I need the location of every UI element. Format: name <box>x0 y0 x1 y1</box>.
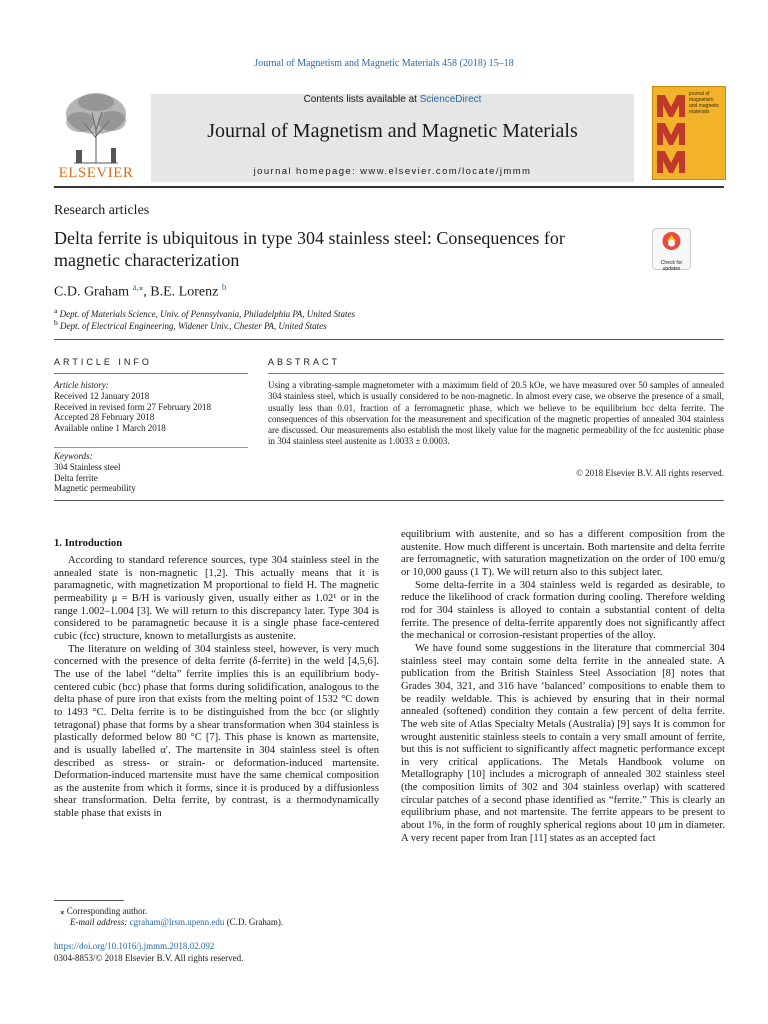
author-name: C.D. Graham <box>54 284 130 300</box>
sciencedirect-link[interactable]: ScienceDirect <box>419 94 482 105</box>
contents-line <box>151 94 634 105</box>
keywords <box>54 451 248 494</box>
history-item: Available online 1 March 2018 <box>54 423 166 434</box>
article-title: Delta ferrite is ubiquitous in type 304 stainless steel: Consequences for magnetic characterization <box>54 228 565 270</box>
abstract-copyright: © 2018 Elsevier B.V. All rights reserved. <box>576 468 724 478</box>
body-paragraph: We have found some suggestions in the literature that commercial 304 stainless steel may contain some delta ferrite in the annealed state. A publication from the British Stainless Steel Association [8] notes that Grades 304, 321, and 316 have ‘balanced’ compositions to enable them to be readily weldable. This is achieved by ensuring that in their normal annealed (softened) condition they contain a few percent of delta ferrite. The web site of Atlas Specialty Metals (Australia) [9] says It is common for wrought austenitic stainless steels to contain a very small amount of ferrite, but this is not sufficient to significantly affect magnetic performance except in very critical applications. The Metals Handbook volume on Metallography [10] includes a micrograph of annealed 302 stainless steel (the composition limits of 302 and 304 stainless overlap) with scattered circular patches of a second phase identified as “ferrite.” This is clearly an equilibrium phase, and not martensite. The ferrite appears to be present to about 1%, in the form of roughly spherical regions about 10 μm in diameter. A very recent paper from Iran [11] states as an accepted fact <box>401 642 725 844</box>
history-item: Received 12 January 2018 <box>54 390 150 401</box>
corresponding-author-note: ⁎ Corresponding author. <box>60 906 148 916</box>
affiliation-text: Dept. of Electrical Engineering, Widener Univ., Chester PA, United States <box>60 321 327 331</box>
footnotes <box>54 906 379 928</box>
elsevier-wordmark: ELSEVIER <box>58 165 134 181</box>
email-suffix: (C.D. Graham). <box>224 917 284 927</box>
author-affiliation-marker[interactable]: b <box>221 282 227 292</box>
abstract-text: Using a vibrating-sample magnetometer with a maximum field of 20.5 kOe, we have measured over 50 samples of annealed 304 stainless steel, which is usually considered to be non-magnetic. In almost every case, we observe the presence of a small, usually less than 0.01, fraction of a ferromagnetic phase, which we believe to be equilibrium bcc delta ferrite. The consequences of this observation for the measurement and specification of the magnetic properties of annealed 304 stainless are discussed. Our measurements also establish the most likely value for the magnetic permeability of the fcc austenitic phase in 304 stainless steel austenite as 1.0033 ± 0.0003. <box>268 380 724 447</box>
history-item: Received in revised form 27 February 2018 <box>54 401 211 412</box>
article-info-bottom-rule <box>54 500 724 501</box>
affiliation-text: Dept. of Materials Science, Univ. of Pennsylvania, Philadelphia PA, United States <box>59 309 355 319</box>
article-info-heading: ARTICLE INFO <box>54 357 152 367</box>
keyword: Delta ferrite <box>54 472 98 483</box>
body-paragraph: According to standard reference sources, type 304 stainless steel in the annealed state is non-magnetic [1,2]. This actually means that it is paramagnetic, with magnetization M proportional to field H. The magnetic permeability μ = B/H is variously given, usually either as 1.02¹ or in the range 1.002–1.004 [3]. We will return to this discrepancy later. Type 304 is considered to be paramagnetic because it is a single phase face-centered cubic (fcc) structure, known to metallurgists as austenite. <box>54 555 379 642</box>
affiliation-b <box>54 318 327 331</box>
abstract-heading: ABSTRACT <box>268 357 341 367</box>
doi-link[interactable]: https://doi.org/10.1016/j.jmmm.2018.02.092 <box>54 941 215 951</box>
email-link[interactable]: cgraham@lrsm.upenn.edu <box>129 917 225 927</box>
check-for-updates-button[interactable] <box>652 228 691 270</box>
contents-prefix: Contents lists available at <box>303 94 420 105</box>
issn-copyright: 0304-8853/© 2018 Elsevier B.V. All rights reserved. <box>54 953 244 963</box>
journal-name: Journal of Magnetism and Magnetic Materials <box>207 120 578 142</box>
article-history <box>54 380 248 434</box>
journal-homepage[interactable]: journal homepage: www.elsevier.com/locate/jmmm <box>253 166 532 177</box>
keyword: 304 Stainless steel <box>54 461 121 472</box>
section-label: Research articles <box>54 203 150 218</box>
body-column-left <box>54 555 379 821</box>
author-affiliation-marker[interactable]: a,⁎ <box>132 282 144 292</box>
abstract-rule <box>268 373 724 374</box>
keywords-label: Keywords: <box>54 451 93 461</box>
section-heading-introduction: 1. Introduction <box>54 538 123 549</box>
history-label: Article history: <box>54 380 109 390</box>
keywords-rule <box>54 447 248 448</box>
article-info-rule <box>54 373 248 374</box>
body-paragraph: Some delta-ferrite in a 304 stainless weld is regarded as desirable, to reduce the likelihood of crack formation during cooling. Therefore welding rod for 304 stainless is alloyed to contain a substantial content of delta ferrite. The presence of delta-ferrite apparently does not significantly affect the mechanical or corrosion-resistant properties of the alloy. <box>401 579 725 642</box>
author-list <box>54 282 226 301</box>
email-label: E-mail address: <box>70 917 130 927</box>
affiliation-marker: b <box>54 318 58 327</box>
body-paragraph: The literature on welding of 304 stainless steel, however, is very much concerned with the presence of delta ferrite (δ-ferrite) in the weld [4,5,6]. The use of the label “delta” ferrite implies this is an equilibrium body-centered cubic (bcc) phase that forms during solidification, analogous to the delta phase of pure iron that exists from the melting point of 1532 °C down to 1493 °C. Delta ferrite is to be distinguished from the bcc (or slightly tetragonal) phase that forms by a shear transformation when 304 stainless is plastically deformed below 80 °C [7]. This phase is known as martensite, and is usually labelled α′. The martensite in 304 stainless steel is often described as stress- or strain- or deformation-induced martensite. Deformation-induced martensite must have the same chemical composition as the austenite from which it forms, since it is produced by a diffusionless shear transformation. Delta ferrite, by contrast, is a thermodynamically stable phase that exists in <box>54 643 379 820</box>
affiliation-marker: a <box>54 306 58 315</box>
cover-title-text: journal of magnetism and magnetic materials <box>689 91 720 115</box>
body-column-right <box>401 529 725 845</box>
keyword: Magnetic permeability <box>54 483 136 494</box>
email-line <box>54 917 379 928</box>
history-item: Accepted 28 February 2018 <box>54 412 155 423</box>
check-updates-label: Check for updates <box>660 260 683 272</box>
journal-cover-thumbnail <box>652 86 726 180</box>
footnote-rule <box>54 900 124 901</box>
author-separator: , <box>143 284 151 300</box>
author-name: B.E. Lorenz <box>150 284 219 300</box>
body-paragraph: equilibrium with austenite, and so has a different composition from the austenite. How much different is uncertain. Both martensite and delta ferrite are ferromagnetic, with saturation magnetization on the order of 100 emu/g or 10,000 gauss (1 T). We will return also to this subject later. <box>401 529 725 578</box>
article-header-rule <box>54 339 724 340</box>
header-rule <box>54 186 724 188</box>
journal-reference-link[interactable]: Journal of Magnetism and Magnetic Materials 458 (2018) 15–18 <box>254 58 514 69</box>
